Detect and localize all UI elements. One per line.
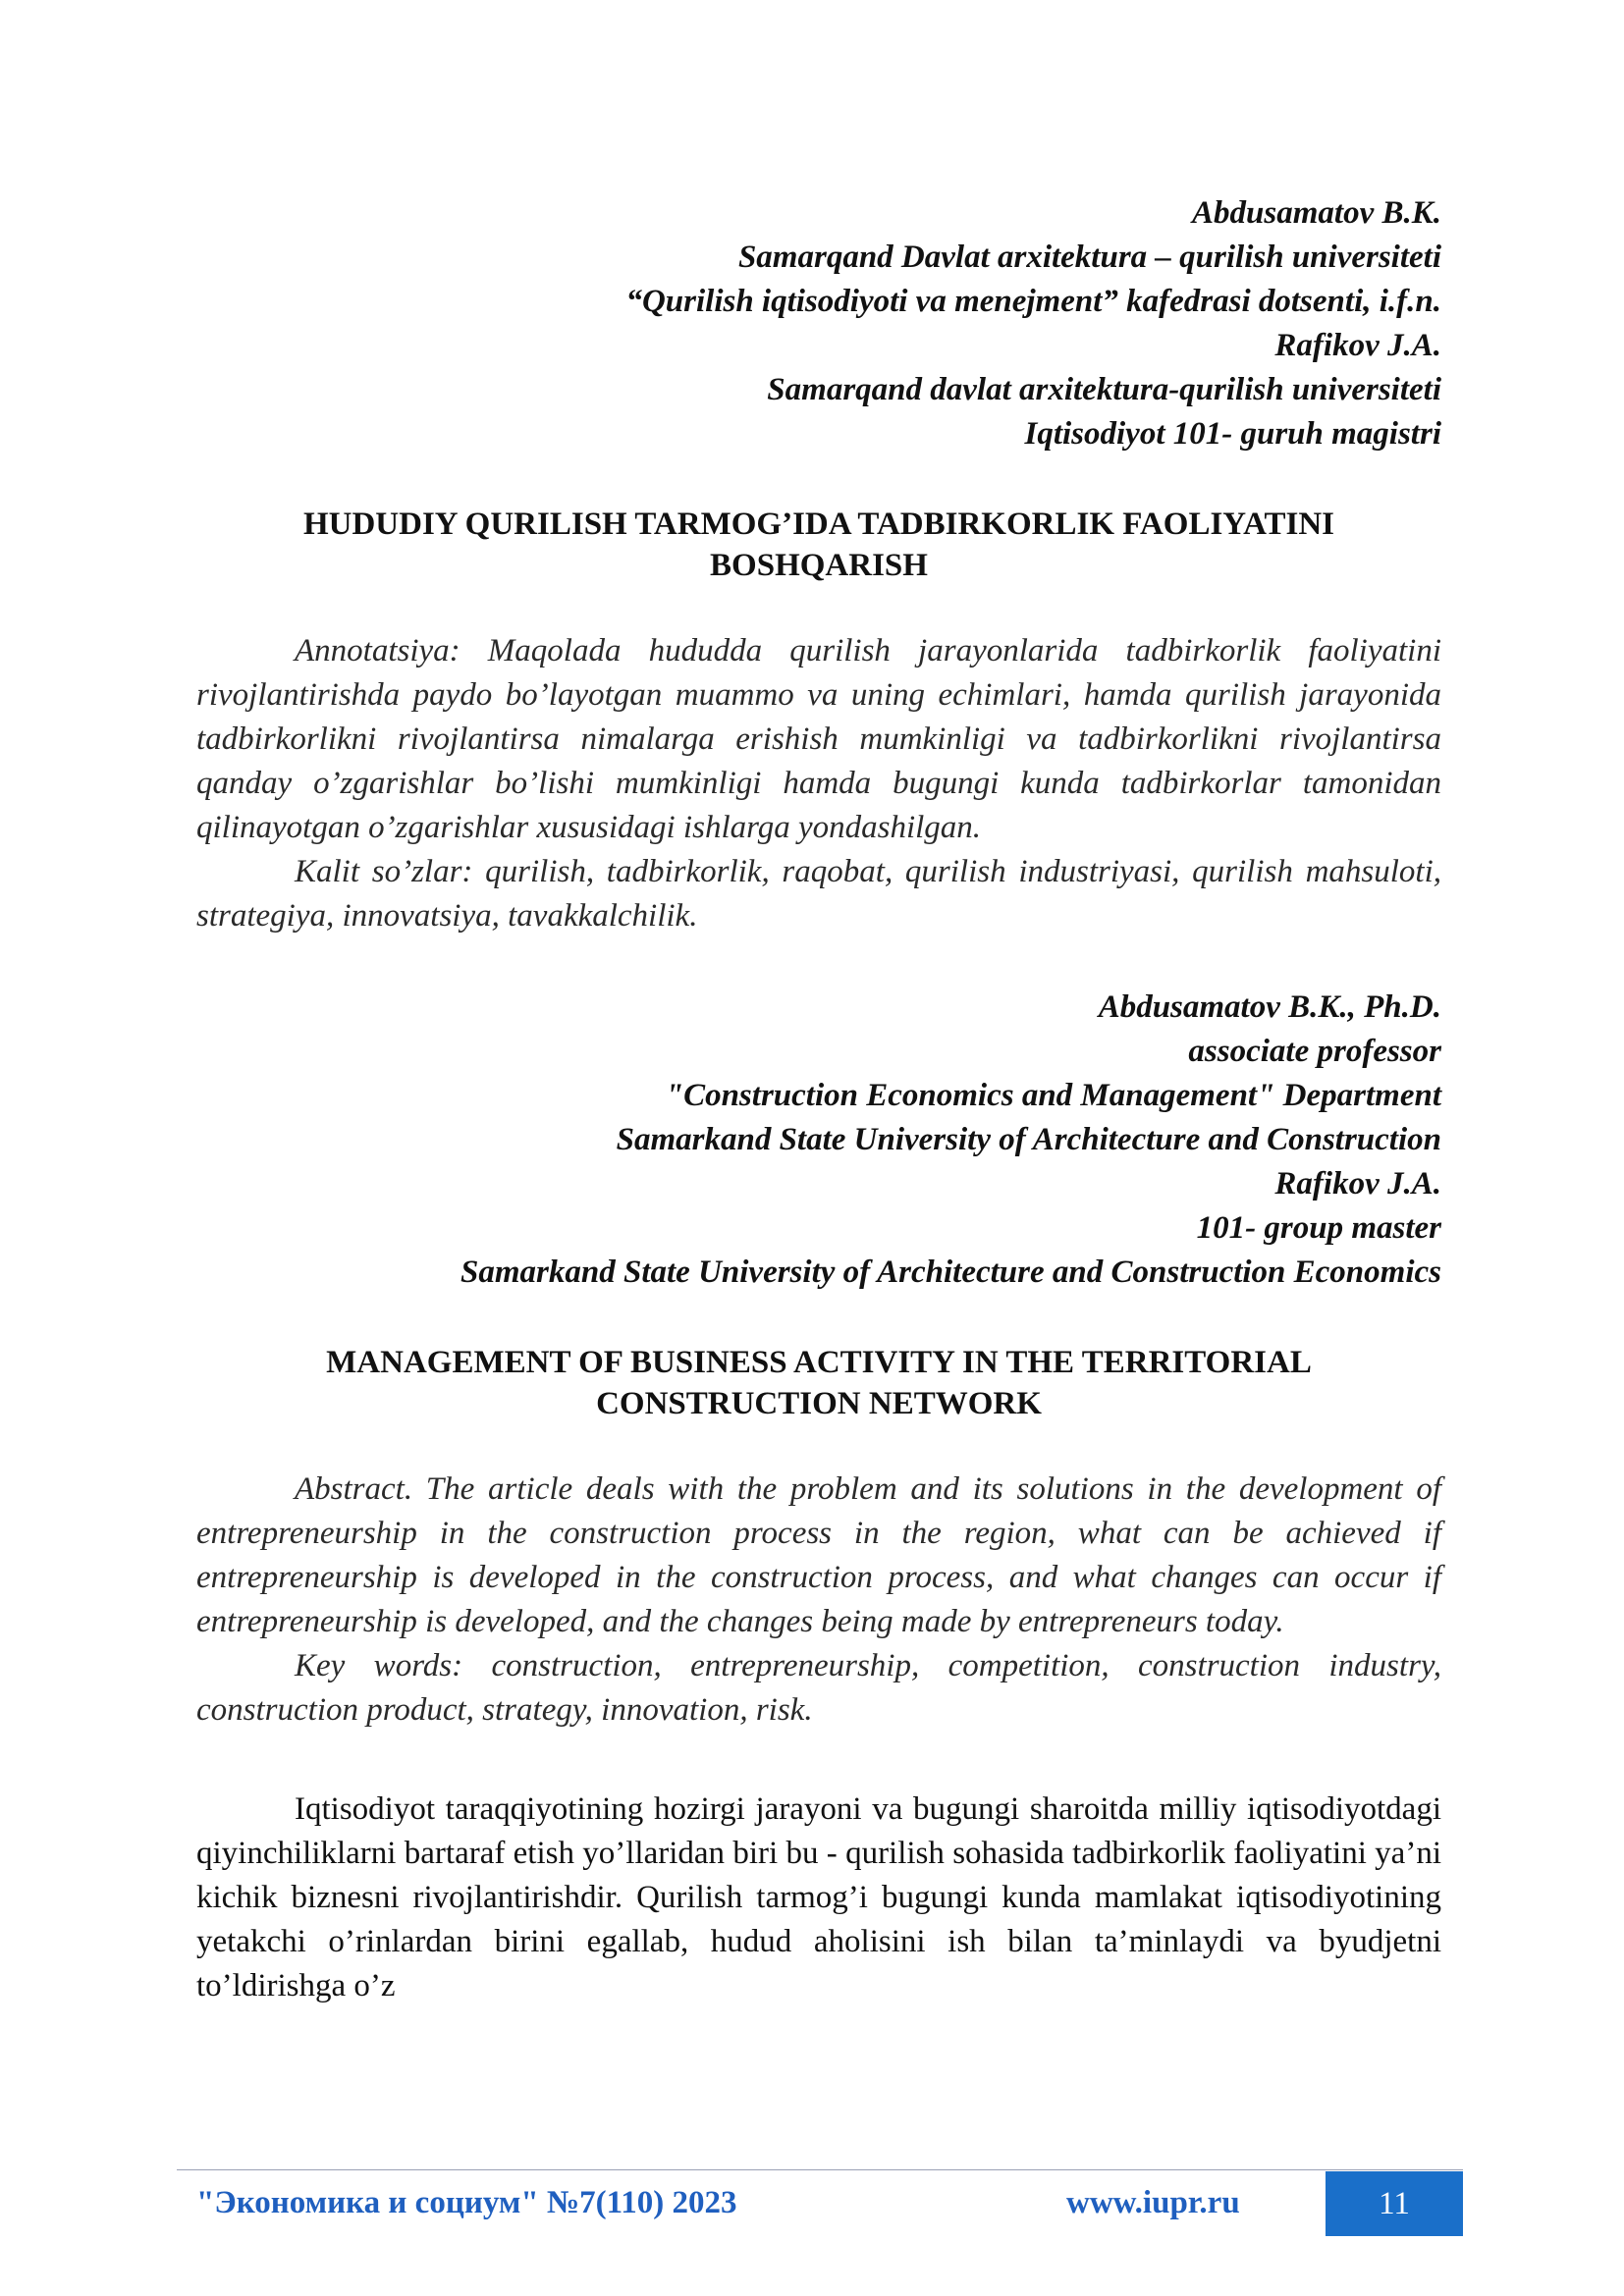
article-page xyxy=(196,191,1441,2008)
page-footer xyxy=(177,2171,1463,2236)
en-title-line-2: CONSTRUCTION NETWORK xyxy=(596,1386,1042,1421)
en-author-position-1: associate professor xyxy=(1188,1034,1441,1069)
body-paragraph: Iqtisodiyot taraqqiyotining hozirgi jarayoni va bugungi sharoitda milliy iqtisodiyotdagi qiyinchiliklarni bartaraf etish yo’llaridan biri bu - qurilish sohasida tadbirkorlik faoliyatini ya’ni kichik biznesni rivojlantirishdir. Qurilish tarmog’i bugungi kunda mamlakat iqtisodiyotining yetakchi o’rinlardan birini egallab, hudud aholisini ish bilan ta’minlaydi va byudjetni to’ldirishga o’z xyxy=(196,1791,1441,2003)
footer-divider xyxy=(177,2169,1463,2170)
footer-website-link[interactable]: www.iupr.ru xyxy=(1066,2185,1240,2220)
en-author-position-2: 101- group master xyxy=(1196,1210,1441,1246)
en-keywords: Key words: construction, entrepreneurship, competition, construction industry, construction product, strategy, innovation, risk. xyxy=(196,1648,1441,1728)
en-author-department-1: "Construction Economics and Management" Department xyxy=(665,1078,1441,1113)
page-number-badge: 11 xyxy=(1326,2171,1463,2236)
uz-author-position-1: “Qurilish iqtisodiyoti va menejment” kafedrasi dotsenti, i.f.n. xyxy=(625,284,1441,319)
uz-title-line-2: BOSHQARISH xyxy=(710,548,928,583)
uz-author-block xyxy=(196,191,1441,456)
en-author-name-1: Abdusamatov B.K., Ph.D. xyxy=(1098,989,1441,1025)
uz-keywords: Kalit so’zlar: qurilish, tadbirkorlik, raqobat, qurilish industriyasi, qurilish mahsuloti, strategiya, innovatsiya, tavakkalchilik. xyxy=(196,854,1441,934)
en-abstract: Abstract. The article deals with the problem and its solutions in the development of entrepreneurship in the construction process in the region, what can be achieved if entrepreneurship is developed in the construction process, and what changes can occur if entrepreneurship is developed, and the changes being made by entrepreneurs today. xyxy=(196,1471,1441,1639)
en-title-line-1: MANAGEMENT OF BUSINESS ACTIVITY IN THE TERRITORIAL xyxy=(326,1345,1312,1380)
en-author-university-2: Samarkand State University of Architecture and Construction Economics xyxy=(460,1255,1441,1290)
footer-journal-title: "Экономика и социум" №7(110) 2023 xyxy=(196,2185,737,2220)
uz-title-line-1: HUDUDIY QURILISH TARMOG’IDA TADBIRKORLIK FAOLIYATINI xyxy=(302,507,1335,542)
en-article-title xyxy=(196,1342,1441,1424)
en-author-block xyxy=(196,986,1441,1295)
uz-annotation: Annotatsiya: Maqolada hududda qurilish jarayonlarida tadbirkorlik faoliyatini rivojlantirishda paydo bo’layotgan muammo va uning echimlari, hamda qurilish jarayonida tadbirkorlikni rivojlantirsa nimalarga erishish mumkinligi va tadbirkorlikni rivojlantirsa qanday o’zgarishlar bo’lishi mumkinligi hamda bugungi kunda tadbirkorlar tamonidan qilinayotgan o’zgarishlar xususidagi ishlarga yondashilgan. xyxy=(196,633,1441,845)
uz-author-name-1: Abdusamatov B.K. xyxy=(1192,195,1441,231)
uz-article-title xyxy=(196,504,1441,586)
en-author-university-1: Samarkand State University of Architecture and Construction xyxy=(616,1122,1441,1157)
uz-author-name-2: Rafikov J.A. xyxy=(1274,328,1441,363)
en-author-name-2: Rafikov J.A. xyxy=(1274,1166,1441,1201)
uz-author-position-2: Iqtisodiyot 101- guruh magistri xyxy=(1024,416,1441,452)
uz-author-university-2: Samarqand davlat arxitektura-qurilish universiteti xyxy=(767,372,1441,407)
uz-author-university-1: Samarqand Davlat arxitektura – qurilish universiteti xyxy=(737,240,1441,275)
